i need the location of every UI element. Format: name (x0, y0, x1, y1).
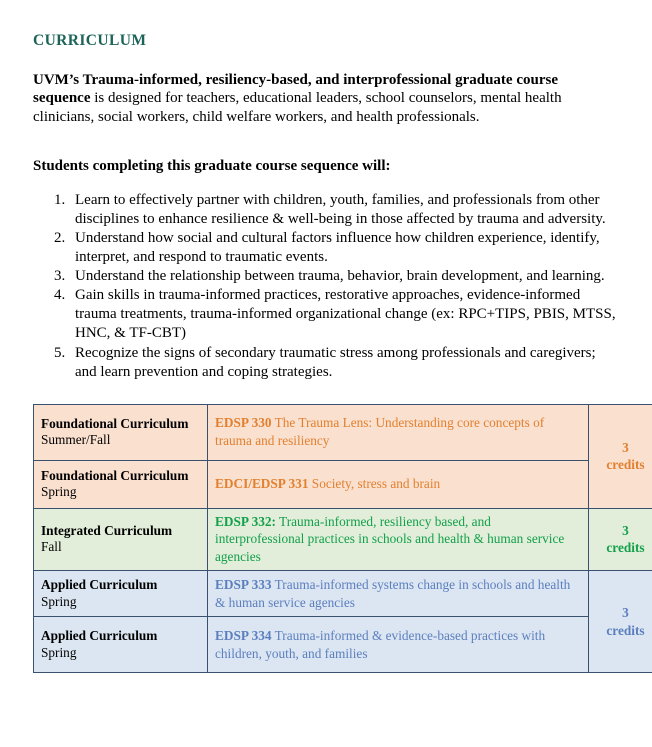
course-title: Trauma-informed & evidence-based practices with children, youth, and families (215, 627, 546, 661)
course-code: EDCI/EDSP 331 (215, 476, 309, 492)
term-cell (34, 617, 208, 673)
credits-cell (589, 404, 652, 508)
term-cell (34, 571, 208, 617)
intro-lead-text: UVM’s Trauma-informed, resiliency-based, and interprofessional graduate course sequence (33, 71, 558, 107)
table-row (34, 617, 652, 673)
list-item: 5. Recognize the signs of secondary traumatic stress among professionals and caregivers; and learn prevention and coping strategies. (69, 344, 620, 382)
list-item: 2. Understand how social and cultural factors influence how children experience, identify, interpret, and respond to traumatic events. (69, 229, 620, 267)
list-item: 4. Gain skills in trauma-informed practices, restorative approaches, evidence-informed trauma treatments, trauma-informed organizational change (ex: RPC+TIPS, PBIS, MTSS, HNC, & TF-CBT) (69, 286, 620, 343)
curriculum-name: Foundational Curriculum (41, 467, 189, 483)
credits-number: 3 (622, 523, 629, 539)
curriculum-season: Spring (41, 644, 77, 660)
curriculum-season: Summer/Fall (41, 432, 111, 448)
course-code: EDSP 332: (215, 513, 276, 529)
credits-cell (589, 571, 652, 673)
curriculum-season: Spring (41, 593, 77, 609)
curriculum-name: Applied Curriculum (41, 577, 158, 593)
course-code: EDSP 333 (215, 576, 272, 592)
curriculum-table-wrapper (33, 404, 645, 673)
course-code: EDSP 330 (215, 415, 272, 431)
page-title: CURRICULUM (33, 32, 147, 49)
table-row (34, 404, 652, 460)
outcomes-list (33, 191, 620, 381)
outcomes-leadin: Students completing this graduate course sequence will: (33, 158, 391, 175)
curriculum-table (33, 404, 652, 673)
course-cell (208, 404, 589, 460)
table-row (34, 571, 652, 617)
curriculum-season: Spring (41, 484, 77, 500)
intro-rest-text: is designed for teachers, educational leaders, school counselors, mental health clinicians, social workers, child welfare workers, and health professionals. (33, 90, 562, 126)
credits-label: credits (606, 540, 645, 556)
course-title: Society, stress and brain (308, 476, 441, 492)
curriculum-season: Fall (41, 539, 62, 555)
intro-paragraph (33, 71, 593, 128)
credits-cell (589, 508, 652, 570)
course-cell (208, 571, 589, 617)
credits-label: credits (606, 457, 645, 473)
list-item: 3. Understand the relationship between trauma, behavior, brain development, and learning. (69, 267, 620, 286)
term-cell (34, 508, 208, 570)
course-cell (208, 460, 589, 508)
term-cell (34, 460, 208, 508)
list-item: 1. Learn to effectively partner with children, youth, families, and professionals from other disciplines to enhance resilience & well-being in those affected by trauma and adversity. (69, 191, 620, 229)
credits-number: 3 (622, 605, 629, 621)
course-code: EDSP 334 (215, 627, 272, 643)
curriculum-name: Applied Curriculum (41, 628, 158, 644)
table-row (34, 508, 652, 570)
course-cell (208, 617, 589, 673)
course-title: Trauma-informed systems change in schools and health & human service agencies (215, 576, 571, 610)
course-title: Trauma-informed, resiliency based, and interprofessional practices in schools and health & human service agencies (215, 513, 565, 565)
term-cell (34, 404, 208, 460)
credits-number: 3 (622, 439, 629, 455)
course-title: The Trauma Lens: Understanding core concepts of trauma and resiliency (215, 415, 545, 449)
course-cell (208, 508, 589, 570)
curriculum-name: Foundational Curriculum (41, 415, 189, 431)
curriculum-name: Integrated Curriculum (41, 523, 173, 539)
table-row (34, 460, 652, 508)
credits-label: credits (606, 622, 645, 638)
